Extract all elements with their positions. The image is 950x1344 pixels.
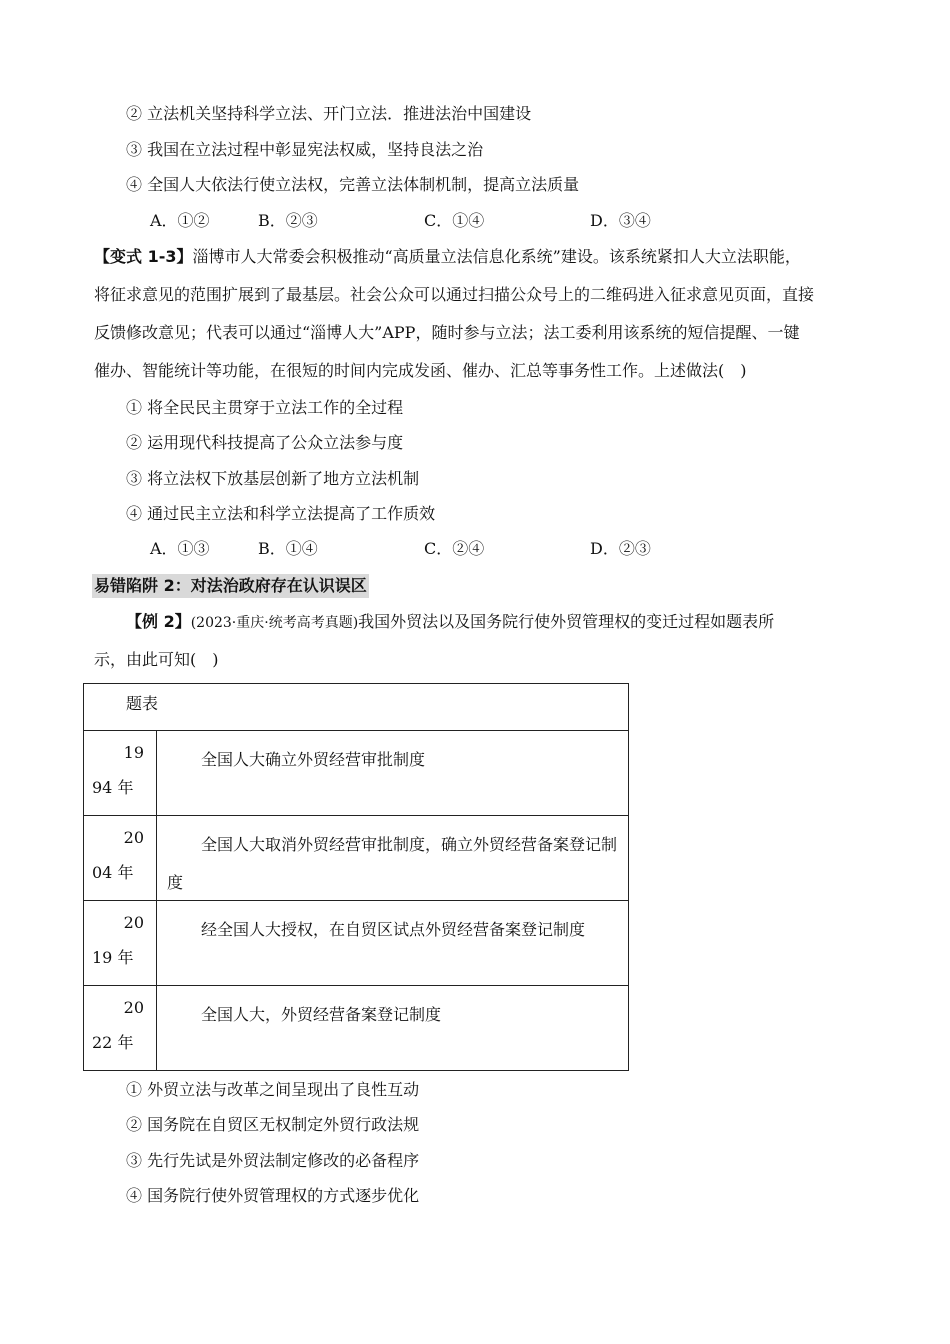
- year-part-2: 04 年: [92, 863, 134, 882]
- table-row: [84, 816, 629, 901]
- variant-line-2: 将征求意见的范围扩展到了最基层。社会公众可以通过扫描公众号上的二维码进入征求意见页面，直接: [94, 285, 815, 304]
- table-row: [84, 986, 629, 1071]
- table-row: [84, 731, 629, 816]
- choice-c: C．①④: [424, 211, 485, 230]
- example-source: (2023·重庆·统考高考真题): [190, 615, 359, 631]
- prev-choices: [150, 209, 750, 233]
- event-text: 全国人大，外贸经营备案登记制度: [201, 1005, 442, 1024]
- prev-option-2: ② 立法机关坚持科学立法、开门立法．推进法治中国建设: [126, 104, 532, 123]
- event-text: 全国人大确立外贸经营审批制度: [201, 750, 426, 769]
- example-option-4: ④ 国务院行使外贸管理权的方式逐步优化: [126, 1186, 420, 1205]
- year-part-2: 22 年: [92, 1033, 134, 1052]
- year-cell: [84, 816, 157, 901]
- variant-text-1: 淄博市人大常委会积极推动“高质量立法信息化系统”建设。该系统紧扣人大立法职能，: [192, 247, 801, 266]
- variant-line-3: 反馈修改意见；代表可以通过“淄博人大”APP，随时参与立法；法工委利用该系统的短信提醒、一键: [94, 323, 800, 342]
- variant-label: 【变式 1-3】: [94, 247, 193, 266]
- year-cell: [84, 731, 157, 816]
- event-cell: [157, 901, 629, 986]
- variant-line-1: [94, 245, 801, 269]
- choice-d: D．③④: [590, 211, 651, 230]
- event-cell: [157, 986, 629, 1071]
- year-part-1: 19: [123, 743, 144, 762]
- change-table: [83, 683, 629, 1071]
- event-text: 全国人大取消外贸经营审批制度，确立外贸经营备案登记制度: [167, 835, 618, 892]
- choice-a: A．①②: [150, 211, 210, 230]
- choice-a: A．①③: [150, 539, 210, 558]
- year-cell: [84, 986, 157, 1071]
- year-part-1: 20: [123, 998, 144, 1017]
- variant-line-4: 催办、智能统计等功能，在很短的时间内完成发函、催办、汇总等事务性工作。上述做法( ): [94, 361, 747, 380]
- variant-choices: [150, 537, 750, 561]
- year-part-1: 20: [123, 913, 144, 932]
- example-line-2: 示，由此可知( ): [94, 650, 219, 669]
- year-part-2: 19 年: [92, 948, 134, 967]
- event-text: 经全国人大授权，在自贸区试点外贸经营备案登记制度: [201, 920, 586, 939]
- choice-d: D．②③: [590, 539, 651, 558]
- example-option-3: ③ 先行先试是外贸法制定修改的必备程序: [126, 1151, 420, 1170]
- variant-option-1: ① 将全民民主贯穿于立法工作的全过程: [126, 398, 404, 417]
- table-caption: 题表: [126, 694, 159, 713]
- prev-option-4: ④ 全国人大依法行使立法权，完善立法体制机制，提高立法质量: [126, 175, 580, 194]
- choice-b: B．①④: [258, 539, 318, 558]
- variant-option-4: ④ 通过民主立法和科学立法提高了工作质效: [126, 504, 436, 523]
- year-part-1: 20: [123, 828, 144, 847]
- example-option-1: ① 外贸立法与改革之间呈现出了良性互动: [126, 1080, 420, 1099]
- example-label: 【例 2】: [126, 612, 191, 631]
- table-row: [84, 901, 629, 986]
- variant-option-3: ③ 将立法权下放基层创新了地方立法机制: [126, 469, 420, 488]
- prev-option-3: ③ 我国在立法过程中彰显宪法权威，坚持良法之治: [126, 140, 484, 159]
- choice-b: B．②③: [258, 211, 318, 230]
- year-cell: [84, 901, 157, 986]
- event-cell: [157, 731, 629, 816]
- table-caption-cell: [84, 684, 629, 731]
- example-line-1: [126, 610, 774, 635]
- choice-c: C．②④: [424, 539, 485, 558]
- variant-option-2: ② 运用现代科技提高了公众立法参与度: [126, 433, 404, 452]
- event-cell: [157, 816, 629, 901]
- year-part-2: 94 年: [92, 778, 134, 797]
- example-text-1: 我国外贸法以及国务院行使外贸管理权的变迁过程如题表所: [358, 612, 775, 631]
- trap-heading: 易错陷阱 2：对法治政府存在认识误区: [92, 574, 369, 598]
- example-option-2: ② 国务院在自贸区无权制定外贸行政法规: [126, 1115, 420, 1134]
